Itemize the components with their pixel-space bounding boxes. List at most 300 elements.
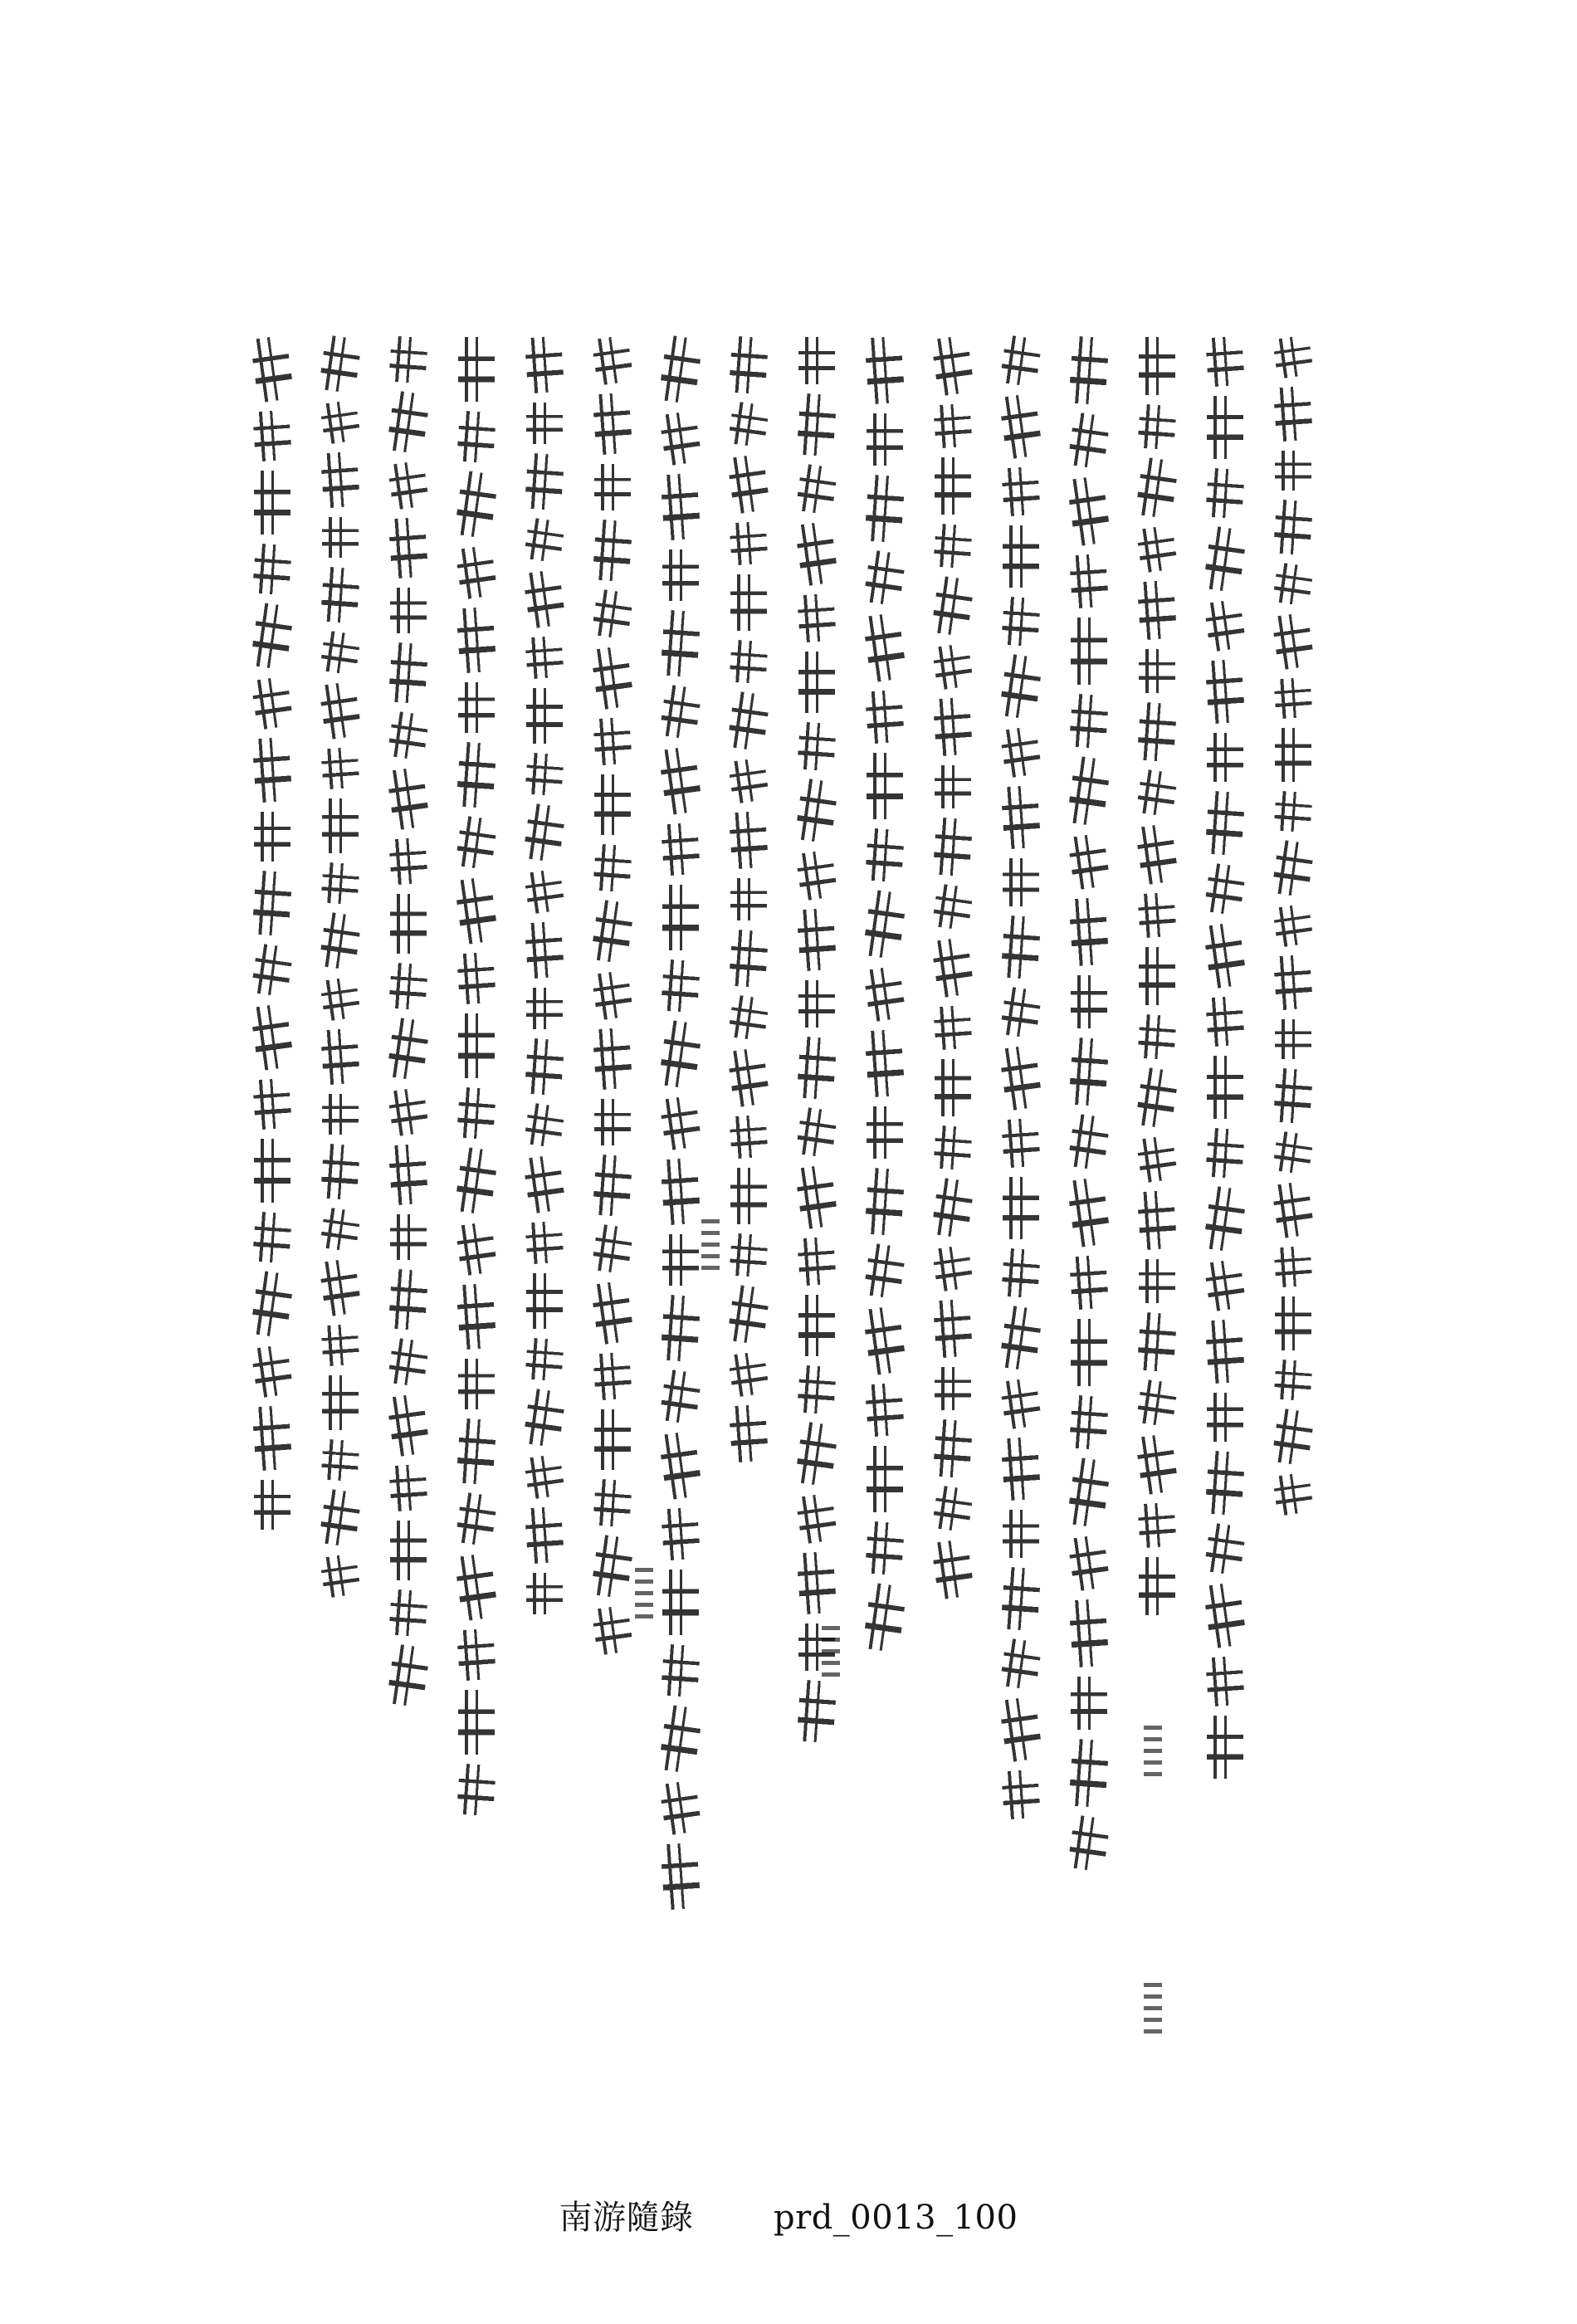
handwritten-character-mark	[730, 574, 767, 631]
handwritten-character-mark	[387, 1086, 429, 1137]
handwritten-character-mark	[456, 1418, 496, 1486]
handwritten-character-mark	[660, 610, 701, 678]
manuscript-column	[649, 332, 712, 1914]
handwritten-character-mark	[660, 1843, 701, 1911]
handwritten-character-mark	[661, 823, 701, 876]
handwritten-character-mark	[1139, 649, 1175, 693]
handwritten-character-mark	[319, 911, 363, 970]
handwritten-character-mark	[726, 1284, 770, 1345]
handwritten-character-mark	[1067, 1113, 1111, 1171]
handwritten-character-mark	[525, 453, 565, 511]
handwritten-character-mark	[1137, 702, 1178, 763]
handwritten-character-mark	[660, 473, 701, 541]
handwritten-character-mark	[864, 1029, 905, 1098]
handwritten-character-mark	[863, 965, 906, 1023]
handwritten-character-mark	[935, 765, 971, 808]
handwritten-character-mark	[1207, 1716, 1243, 1779]
handwritten-character-mark	[1067, 1457, 1112, 1528]
handwritten-character-mark	[250, 334, 295, 403]
handwritten-character-mark	[525, 1338, 564, 1382]
handwritten-character-mark	[594, 1099, 631, 1145]
handwritten-character-mark	[797, 722, 837, 772]
handwritten-character-mark	[252, 410, 292, 462]
handwritten-character-mark	[593, 717, 632, 766]
handwritten-character-mark	[1068, 1739, 1110, 1809]
handwritten-character-mark	[456, 1628, 496, 1682]
handwritten-character-mark	[523, 1388, 567, 1448]
handwritten-character-mark	[455, 1221, 498, 1277]
handwritten-character-mark	[593, 1028, 633, 1091]
handwritten-character-mark	[386, 1393, 431, 1457]
handwritten-character-mark	[933, 403, 973, 449]
handwritten-character-mark	[1204, 791, 1245, 857]
handwritten-character-mark	[251, 676, 294, 730]
handwritten-character-mark	[322, 517, 359, 558]
handwritten-character-mark	[590, 645, 635, 710]
handwritten-manuscript-columns	[224, 332, 1361, 2075]
handwritten-character-mark	[388, 837, 428, 886]
manuscript-small-annotation	[1144, 1975, 1162, 2034]
handwritten-character-mark	[795, 463, 838, 515]
handwritten-character-mark	[728, 757, 770, 804]
handwritten-character-mark	[795, 849, 838, 901]
handwritten-character-mark	[999, 725, 1042, 779]
handwritten-character-mark	[730, 878, 767, 920]
handwritten-character-mark	[454, 1552, 499, 1621]
handwritten-character-mark	[593, 1479, 632, 1528]
handwritten-character-mark	[254, 812, 290, 862]
handwritten-character-mark	[455, 815, 498, 871]
handwritten-character-mark	[932, 1485, 974, 1533]
handwritten-character-mark	[456, 607, 496, 674]
handwritten-character-mark	[933, 1299, 974, 1359]
handwritten-character-mark	[864, 1168, 905, 1237]
handwritten-character-mark	[935, 1367, 971, 1410]
handwritten-character-mark	[933, 697, 974, 757]
handwritten-character-mark	[524, 1102, 566, 1149]
handwritten-character-mark	[320, 1553, 361, 1599]
handwritten-character-mark	[388, 1589, 428, 1638]
manuscript-small-annotation	[635, 1560, 653, 1618]
handwritten-character-mark	[998, 653, 1043, 720]
handwritten-character-mark	[1069, 1255, 1109, 1311]
handwritten-character-mark	[729, 930, 769, 989]
handwritten-character-mark	[1275, 451, 1311, 491]
handwritten-character-mark	[1205, 1128, 1245, 1179]
handwritten-character-mark	[458, 1013, 495, 1078]
handwritten-character-mark	[935, 1059, 971, 1116]
handwritten-character-mark	[525, 921, 565, 979]
manuscript-column	[921, 332, 984, 1603]
handwritten-character-mark	[658, 1704, 704, 1774]
handwritten-character-mark	[1069, 1395, 1109, 1451]
handwritten-character-mark	[591, 1604, 633, 1656]
handwritten-character-mark	[1203, 1185, 1247, 1252]
handwritten-character-mark	[728, 994, 770, 1042]
handwritten-character-mark	[387, 710, 429, 761]
handwritten-character-mark	[1000, 1437, 1041, 1501]
handwritten-character-mark	[1136, 1379, 1179, 1428]
handwritten-character-mark	[387, 460, 429, 510]
handwritten-character-mark	[1137, 1014, 1177, 1061]
handwritten-character-mark	[594, 464, 631, 510]
handwritten-character-mark	[930, 575, 974, 637]
handwritten-character-mark	[930, 1177, 974, 1238]
handwritten-character-mark	[319, 681, 363, 740]
handwritten-character-mark	[250, 1003, 295, 1071]
handwritten-character-mark	[1273, 791, 1312, 833]
handwritten-character-mark	[1273, 1246, 1312, 1288]
handwritten-character-mark	[1001, 466, 1041, 517]
manuscript-column	[445, 332, 508, 1820]
handwritten-character-mark	[320, 1439, 359, 1482]
handwritten-character-mark	[862, 1305, 908, 1375]
handwritten-character-mark	[1205, 468, 1245, 520]
handwritten-character-mark	[456, 411, 496, 464]
page-footer	[0, 2191, 1577, 2239]
handwritten-character-mark	[796, 908, 837, 972]
handwritten-character-mark	[1003, 525, 1039, 588]
handwritten-character-mark	[455, 544, 498, 600]
handwritten-character-mark	[593, 393, 633, 456]
manuscript-column	[1194, 332, 1257, 1784]
handwritten-character-mark	[662, 1570, 699, 1635]
handwritten-character-mark	[798, 980, 835, 1028]
handwritten-character-mark	[930, 334, 974, 396]
handwritten-character-mark	[388, 1144, 429, 1206]
handwritten-character-mark	[322, 798, 359, 853]
handwritten-character-mark	[798, 337, 835, 384]
manuscript-column	[513, 332, 576, 1619]
handwritten-character-mark	[662, 549, 699, 601]
handwritten-character-mark	[320, 630, 361, 676]
handwritten-character-mark	[390, 588, 427, 633]
handwritten-character-mark	[591, 1223, 633, 1275]
handwritten-character-mark	[526, 988, 563, 1029]
handwritten-character-mark	[524, 868, 566, 915]
handwritten-character-mark	[1272, 1180, 1316, 1238]
handwritten-character-mark	[726, 1047, 770, 1107]
handwritten-character-mark	[797, 1237, 837, 1286]
handwritten-character-mark	[999, 334, 1042, 388]
manuscript-column	[717, 332, 780, 1467]
handwritten-character-mark	[455, 1492, 498, 1547]
handwritten-character-mark	[863, 1243, 906, 1300]
handwritten-character-mark	[1069, 554, 1109, 609]
handwritten-character-mark	[1272, 612, 1316, 670]
handwritten-character-mark	[526, 1273, 563, 1329]
handwritten-character-mark	[1205, 1656, 1245, 1707]
handwritten-character-mark	[999, 1377, 1042, 1430]
handwritten-character-mark	[999, 986, 1042, 1039]
handwritten-character-mark	[864, 336, 905, 405]
handwritten-character-mark	[591, 334, 633, 386]
handwritten-character-mark	[659, 684, 702, 740]
handwritten-character-mark	[250, 602, 295, 670]
handwritten-character-mark	[456, 952, 496, 1005]
handwritten-character-mark	[252, 544, 292, 596]
handwritten-character-mark	[1272, 1130, 1314, 1175]
handwritten-character-mark	[1273, 386, 1313, 442]
handwritten-character-mark	[658, 745, 704, 815]
handwritten-character-mark	[251, 871, 292, 937]
handwritten-character-mark	[454, 470, 499, 539]
handwritten-character-mark	[320, 452, 360, 509]
handwritten-character-mark	[456, 1283, 496, 1350]
handwritten-character-mark	[1139, 947, 1175, 1005]
handwritten-character-mark	[1273, 1360, 1312, 1402]
handwritten-character-mark	[525, 336, 565, 394]
handwritten-character-mark	[1068, 897, 1110, 967]
handwritten-character-mark	[729, 1115, 768, 1160]
handwritten-character-mark	[254, 471, 290, 535]
handwritten-character-mark	[1272, 1472, 1314, 1516]
handwritten-character-mark	[525, 1221, 564, 1265]
handwritten-character-mark	[320, 399, 361, 445]
handwritten-character-mark	[320, 747, 359, 790]
handwritten-character-mark	[729, 1233, 768, 1278]
handwritten-character-mark	[1204, 862, 1247, 916]
handwritten-character-mark	[320, 1028, 360, 1086]
handwritten-character-mark	[1137, 1190, 1178, 1251]
handwritten-character-mark	[933, 1125, 973, 1171]
handwritten-character-mark	[1137, 580, 1178, 641]
handwritten-character-mark	[594, 774, 631, 835]
handwritten-character-mark	[390, 1214, 427, 1260]
handwritten-character-mark	[865, 1521, 905, 1576]
handwritten-character-mark	[730, 1168, 767, 1224]
handwritten-character-mark	[862, 612, 908, 682]
handwritten-character-mark	[390, 1521, 427, 1580]
handwritten-character-mark	[1272, 562, 1314, 607]
handwritten-character-mark	[320, 1207, 361, 1252]
handwritten-character-mark	[797, 1365, 837, 1415]
handwritten-character-mark	[251, 1344, 294, 1399]
handwritten-character-mark	[867, 413, 903, 466]
handwritten-character-mark	[794, 520, 839, 586]
handwritten-character-mark	[863, 549, 906, 607]
handwritten-character-mark	[320, 567, 360, 624]
handwritten-character-mark	[933, 524, 973, 569]
handwritten-character-mark	[1003, 1510, 1039, 1558]
handwritten-character-mark	[795, 1106, 838, 1159]
handwritten-character-mark	[388, 336, 428, 384]
handwritten-character-mark	[864, 475, 905, 544]
handwritten-character-mark	[388, 642, 429, 705]
handwritten-character-mark	[932, 1244, 974, 1292]
handwritten-character-mark	[386, 390, 431, 454]
handwritten-character-mark	[388, 963, 428, 1011]
handwritten-character-mark	[322, 1375, 359, 1430]
handwritten-character-mark	[659, 1095, 702, 1151]
handwritten-character-mark	[729, 640, 768, 685]
handwritten-character-mark	[387, 1337, 429, 1388]
handwritten-character-mark	[319, 334, 363, 393]
handwritten-character-mark	[1003, 858, 1039, 906]
handwritten-character-mark	[593, 1155, 633, 1218]
handwritten-character-mark	[458, 1690, 495, 1755]
handwritten-character-mark	[935, 457, 971, 515]
handwritten-character-mark	[658, 1019, 704, 1089]
handwritten-character-mark	[252, 1078, 292, 1130]
handwritten-character-mark	[794, 1164, 839, 1229]
handwritten-character-mark	[320, 1144, 360, 1201]
handwritten-character-mark	[454, 876, 499, 945]
handwritten-character-mark	[1001, 597, 1041, 647]
handwritten-character-mark	[1071, 975, 1107, 1028]
handwritten-character-mark	[1135, 823, 1179, 885]
handwritten-character-mark	[1272, 903, 1314, 948]
handwritten-character-mark	[458, 1359, 495, 1409]
handwritten-character-mark	[251, 737, 292, 803]
handwritten-character-mark	[1272, 1408, 1316, 1466]
handwritten-character-mark	[1273, 500, 1313, 556]
handwritten-character-mark	[661, 1507, 701, 1561]
handwritten-character-mark	[1204, 659, 1245, 725]
handwritten-character-mark	[1272, 839, 1316, 897]
handwritten-character-mark	[1001, 1770, 1041, 1820]
handwritten-character-mark	[1071, 1677, 1107, 1730]
handwritten-character-mark	[456, 742, 496, 809]
handwritten-character-mark	[1067, 755, 1112, 827]
handwritten-character-mark	[319, 1257, 363, 1316]
handwritten-character-mark	[1067, 475, 1112, 546]
handwritten-character-mark	[998, 393, 1043, 459]
handwritten-character-mark	[865, 828, 905, 883]
handwritten-character-mark	[590, 1534, 635, 1599]
handwritten-character-mark	[794, 778, 839, 843]
manuscript-column	[853, 332, 916, 1656]
handwritten-character-mark	[1204, 1319, 1245, 1384]
handwritten-character-mark	[867, 753, 903, 819]
handwritten-character-mark	[1135, 1433, 1179, 1495]
handwritten-character-mark	[1001, 1248, 1041, 1299]
handwritten-character-mark	[796, 1680, 837, 1744]
footer-code: prd_0013_100	[773, 2199, 1018, 2237]
handwritten-character-mark	[728, 1350, 770, 1398]
manuscript-column	[1262, 332, 1325, 1519]
manuscript-column	[581, 332, 644, 1658]
handwritten-character-mark	[998, 1044, 1043, 1111]
handwritten-character-mark	[1136, 525, 1179, 574]
handwritten-character-mark	[591, 969, 633, 1021]
handwritten-character-mark	[659, 1369, 702, 1425]
handwritten-character-mark	[1273, 1068, 1313, 1125]
handwritten-character-mark	[254, 1139, 290, 1203]
handwritten-character-mark	[456, 1087, 496, 1140]
handwritten-character-mark	[932, 642, 974, 691]
handwritten-character-mark	[1000, 1567, 1041, 1632]
handwritten-character-mark	[250, 1270, 295, 1338]
handwritten-character-mark	[1204, 1522, 1247, 1576]
handwritten-character-mark	[526, 688, 563, 744]
handwritten-character-mark	[794, 1421, 839, 1487]
handwritten-character-mark	[658, 1430, 704, 1500]
handwritten-character-mark	[1068, 1038, 1110, 1107]
handwritten-character-mark	[729, 521, 768, 566]
handwritten-character-mark	[865, 1383, 905, 1438]
handwritten-character-mark	[1067, 412, 1111, 470]
handwritten-character-mark	[930, 936, 974, 998]
handwritten-character-mark	[593, 1352, 632, 1401]
handwritten-character-mark	[456, 1764, 496, 1817]
handwritten-character-mark	[659, 1780, 702, 1836]
manuscript-column	[785, 332, 848, 1747]
handwritten-character-mark	[930, 1538, 974, 1599]
handwritten-character-mark	[1203, 1581, 1247, 1648]
handwritten-character-mark	[590, 899, 635, 964]
handwritten-character-mark	[867, 1106, 903, 1159]
handwritten-character-mark	[798, 652, 835, 713]
handwritten-character-mark	[660, 1158, 701, 1226]
handwritten-character-mark	[798, 1295, 835, 1356]
handwritten-character-mark	[1001, 1118, 1041, 1169]
manuscript-small-annotation	[701, 1212, 720, 1270]
handwritten-character-mark	[729, 811, 769, 870]
handwritten-character-mark	[1137, 1502, 1177, 1549]
handwritten-character-mark	[797, 593, 837, 643]
manuscript-column	[241, 332, 304, 1535]
handwritten-character-mark	[388, 1269, 429, 1331]
handwritten-character-mark	[320, 976, 361, 1022]
handwritten-character-mark	[933, 1419, 974, 1479]
manuscript-small-annotation	[822, 1618, 840, 1677]
handwritten-character-mark	[796, 393, 837, 457]
handwritten-character-mark	[590, 1280, 635, 1345]
handwritten-character-mark	[862, 889, 908, 959]
handwritten-character-mark	[1137, 404, 1177, 451]
handwritten-character-mark	[933, 1005, 973, 1051]
manuscript-column	[309, 332, 372, 1601]
manuscript-column	[989, 332, 1052, 1824]
handwritten-character-mark	[458, 337, 495, 402]
handwritten-character-mark	[320, 1324, 359, 1367]
handwritten-character-mark	[594, 1409, 631, 1470]
handwritten-character-mark	[998, 1305, 1043, 1371]
handwritten-character-mark	[1275, 728, 1311, 782]
handwritten-character-mark	[1136, 1135, 1179, 1184]
handwritten-character-mark	[1205, 996, 1245, 1047]
handwritten-character-mark	[526, 1573, 563, 1614]
handwritten-character-mark	[1067, 1534, 1111, 1592]
handwritten-character-mark	[319, 1488, 363, 1547]
handwritten-character-mark	[1204, 598, 1247, 652]
handwritten-character-mark	[1137, 1312, 1178, 1373]
handwritten-character-mark	[523, 1154, 567, 1213]
handwritten-character-mark	[1071, 618, 1107, 685]
handwritten-character-mark	[729, 336, 769, 395]
handwritten-character-mark	[867, 1446, 903, 1512]
handwritten-character-mark	[660, 1295, 701, 1363]
handwritten-character-mark	[1137, 892, 1177, 939]
handwritten-character-mark	[1273, 677, 1312, 720]
handwritten-character-mark	[999, 1638, 1042, 1691]
handwritten-character-mark	[454, 1146, 499, 1215]
handwritten-character-mark	[525, 636, 564, 680]
handwritten-character-mark	[524, 1453, 566, 1500]
handwritten-character-mark	[726, 453, 770, 514]
handwritten-character-mark	[1207, 1056, 1243, 1119]
handwritten-character-mark	[1068, 1599, 1110, 1668]
handwritten-character-mark	[458, 682, 495, 733]
handwritten-character-mark	[254, 1480, 290, 1530]
handwritten-character-mark	[388, 1464, 428, 1512]
handwritten-character-mark	[526, 403, 563, 444]
handwritten-character-mark	[525, 753, 564, 797]
handwritten-character-mark	[1205, 336, 1245, 388]
handwritten-character-mark	[388, 517, 429, 579]
handwritten-character-mark	[1207, 733, 1243, 782]
